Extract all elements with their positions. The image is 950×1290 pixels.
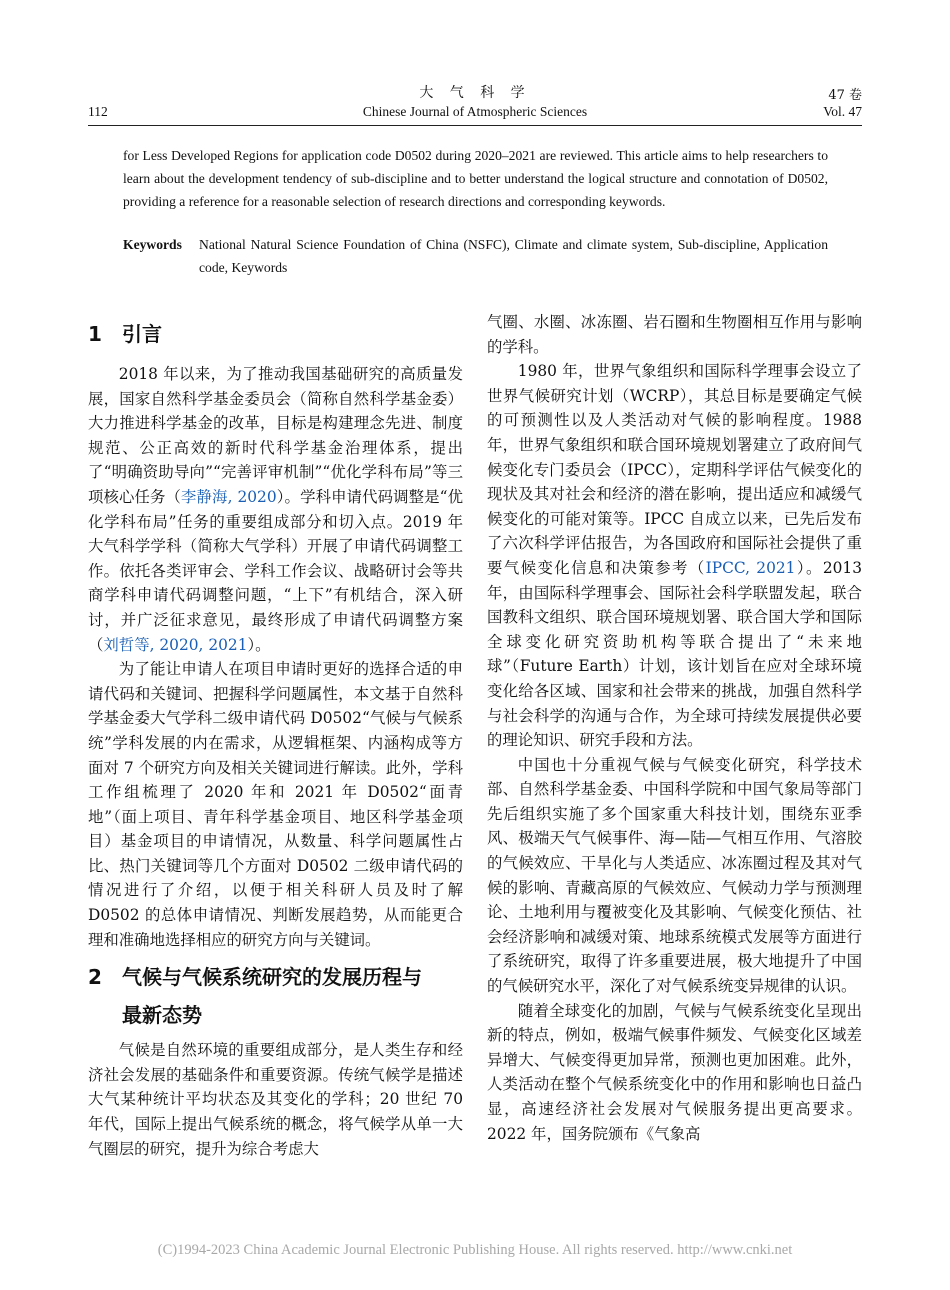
- right-paragraph-continued: 气圈、水圈、冰冻圈、岩石圈和生物圈相互作用与影响的学科。: [487, 313, 862, 356]
- text-run: 2018 年以来，为了推动我国基础研究的高质量发展，国家自然科学基金委员会（简称自然科学基金委）大力推进科学基金的改革，目标是构建理念先进、制度规范、公正高效的新时代科学基金治理体系，提出了“明确资助导向”“完善评审机制”“优化学科布局”等三项核心任务（: [88, 365, 463, 506]
- keywords-text: National Natural Science Foundation of China (NSFC), Climate and climate system, Sub-discipline, Application code, Keywords: [199, 237, 828, 276]
- section-2-number: 2: [88, 965, 102, 990]
- section-1-title: 引言: [122, 322, 162, 346]
- journal-title-en: Chinese Journal of Atmospheric Sciences: [362, 104, 588, 119]
- citation-link[interactable]: 李静海, 2020: [181, 487, 277, 506]
- section-2-paragraph-1: 气候是自然环境的重要组成部分，是人类生存和经济社会发展的基础条件和重要资源。传统气候学是描述大气某种统计平均状态及其变化的学科；20 世纪 70 年代，国际上提出气候系统的概念，将气候学从单一大气圈层的研究，提升为综合考虑大: [88, 1041, 463, 1158]
- right-paragraph-1: [487, 359, 862, 753]
- citation-link[interactable]: 刘哲等, 2020, 2021: [103, 635, 248, 654]
- right-paragraph-2: 中国也十分重视气候与气候变化研究，科学技术部、自然科学基金委、中国科学院和中国气象局等部门先后组织实施了多个国家重大科技计划，围绕东亚季风、极端天气气候事件、海—陆—气相互作用、气溶胶的气候效应、干旱化与人类适应、冰冻圈过程及其对气候的影响、青藏高原的气候效应、气候动力学与预测理论、土地利用与覆被变化及其影响、气候变化预估、社会经济影响和减缓对策、地球系统模式发展等方面进行了系统研究，取得了许多重要进展，极大地提升了中国的气候研究水平，深化了对气候系统变异规律的认识。: [487, 755, 862, 996]
- journal-title-cn: 大 气 科 学: [419, 85, 531, 101]
- right-column: [487, 310, 862, 1146]
- section-2-title-line1: 气候与气候系统研究的发展历程与: [122, 965, 422, 990]
- section-2-heading: [88, 958, 463, 1034]
- section-2-title-line2: 最新态势: [122, 1003, 202, 1028]
- text-run: ）。2013 年，由国际科学理事会、国际社会科学联盟发起，联合国教科文组织、联合国环境规划署、联合国大学和国际全球变化研究资助机构等联合提出了“未来地球”（Future Earth）计划，该计划旨在应对全球环境变化给各区域、国家和社会带来的挑战，加强自然科学与社会科学的沟通与合作，为全球可持续发展提供必要的理论知识、研究手段和方法。: [487, 558, 863, 750]
- section-1-heading: [88, 310, 463, 362]
- section-1-number: 1: [88, 322, 102, 346]
- page-number: 112: [88, 104, 108, 119]
- left-column: [88, 310, 463, 1161]
- section-1-paragraph-1: [88, 362, 463, 657]
- volume-en: Vol. 47: [823, 104, 862, 119]
- text-run: ）。: [247, 635, 271, 654]
- citation-link[interactable]: IPCC, 2021: [705, 558, 796, 577]
- keywords-label: Keywords: [123, 237, 182, 252]
- text-run: 1980 年，世界气象组织和国际科学理事会设立了世界气候研究计划（WCRP），其总目标是要确定气候的可预测性以及人类活动对气候的影响程度。1988 年，世界气象组织和联合国环境规划署建立了政府间气候变化专门委员会（IPCC），定期科学评估气候变化的现状及其对社会和经济的潜在影响，提出适应和减缓气候变化的可能对策等。IPCC 自成立以来，已先后发布了六次科学评估报告，为各国政府和国际社会提供了重要气候变化信息和决策参考（: [487, 362, 862, 577]
- volume-cn: 47 卷: [828, 88, 862, 103]
- running-header: [88, 82, 862, 126]
- text-run: ）。学科申请代码调整是“优化学科布局”任务的重要组成部分和切入点。2019 年大气科学学科（简称大气学科）开展了申请代码调整工作。依托各类评审会、学科工作会议、战略研讨会等共商学科申请代码调整问题，“上下”有机结合，深入研讨，并广泛征求意见，最终形成了申请代码调整方案（: [88, 487, 463, 654]
- keywords-block: [123, 233, 828, 279]
- copyright-footer: (C)1994-2023 China Academic Journal Electronic Publishing House. All rights reserved. http://www.cnki.net: [157, 1242, 793, 1258]
- abstract-tail: for Less Developed Regions for application code D0502 during 2020–2021 are reviewed. This article aims to help researchers to learn about the development tendency of sub-discipline and to better understand the logical structure and connotation of D0502, providing a reference for a reasonable selection of research directions and corresponding keywords.: [123, 148, 828, 210]
- right-paragraph-3: 随着全球变化的加剧，气候与气候系统变化呈现出新的特点，例如，极端气候事件频发、气候变化区域差异增大、气候变得更加异常，预测也更加困难。此外，人类活动在整个气候系统变化中的作用和影响也日益凸显，高速经济社会发展对气候服务提出更高要求。2022 年，国务院颁布《气象高: [487, 1001, 862, 1143]
- section-1-paragraph-2: 为了能让申请人在项目申请时更好的选择合适的申请代码和关键词、把握科学问题属性，本文基于自然科学基金委大气学科二级申请代码 D0502“气候与气候系统”学科发展的内在需求，从逻辑框架、内涵构成等方面对 7 个研究方向及相关关键词进行解读。此外，学科工作组梳理了 2020 年和 2021 年 D0502“面青地”（面上项目、青年科学基金项目、地区科学基金项目）基金项目的申请情况，从数量、科学问题属性占比、热门关键词等几个方面对 D0502 二级申请代码的情况进行了介绍，以便于相关科研人员及时了解 D0502 的总体申请情况、判断发展趋势，从而能更合理和准确地选择相应的研究方向与关键词。: [88, 660, 463, 949]
